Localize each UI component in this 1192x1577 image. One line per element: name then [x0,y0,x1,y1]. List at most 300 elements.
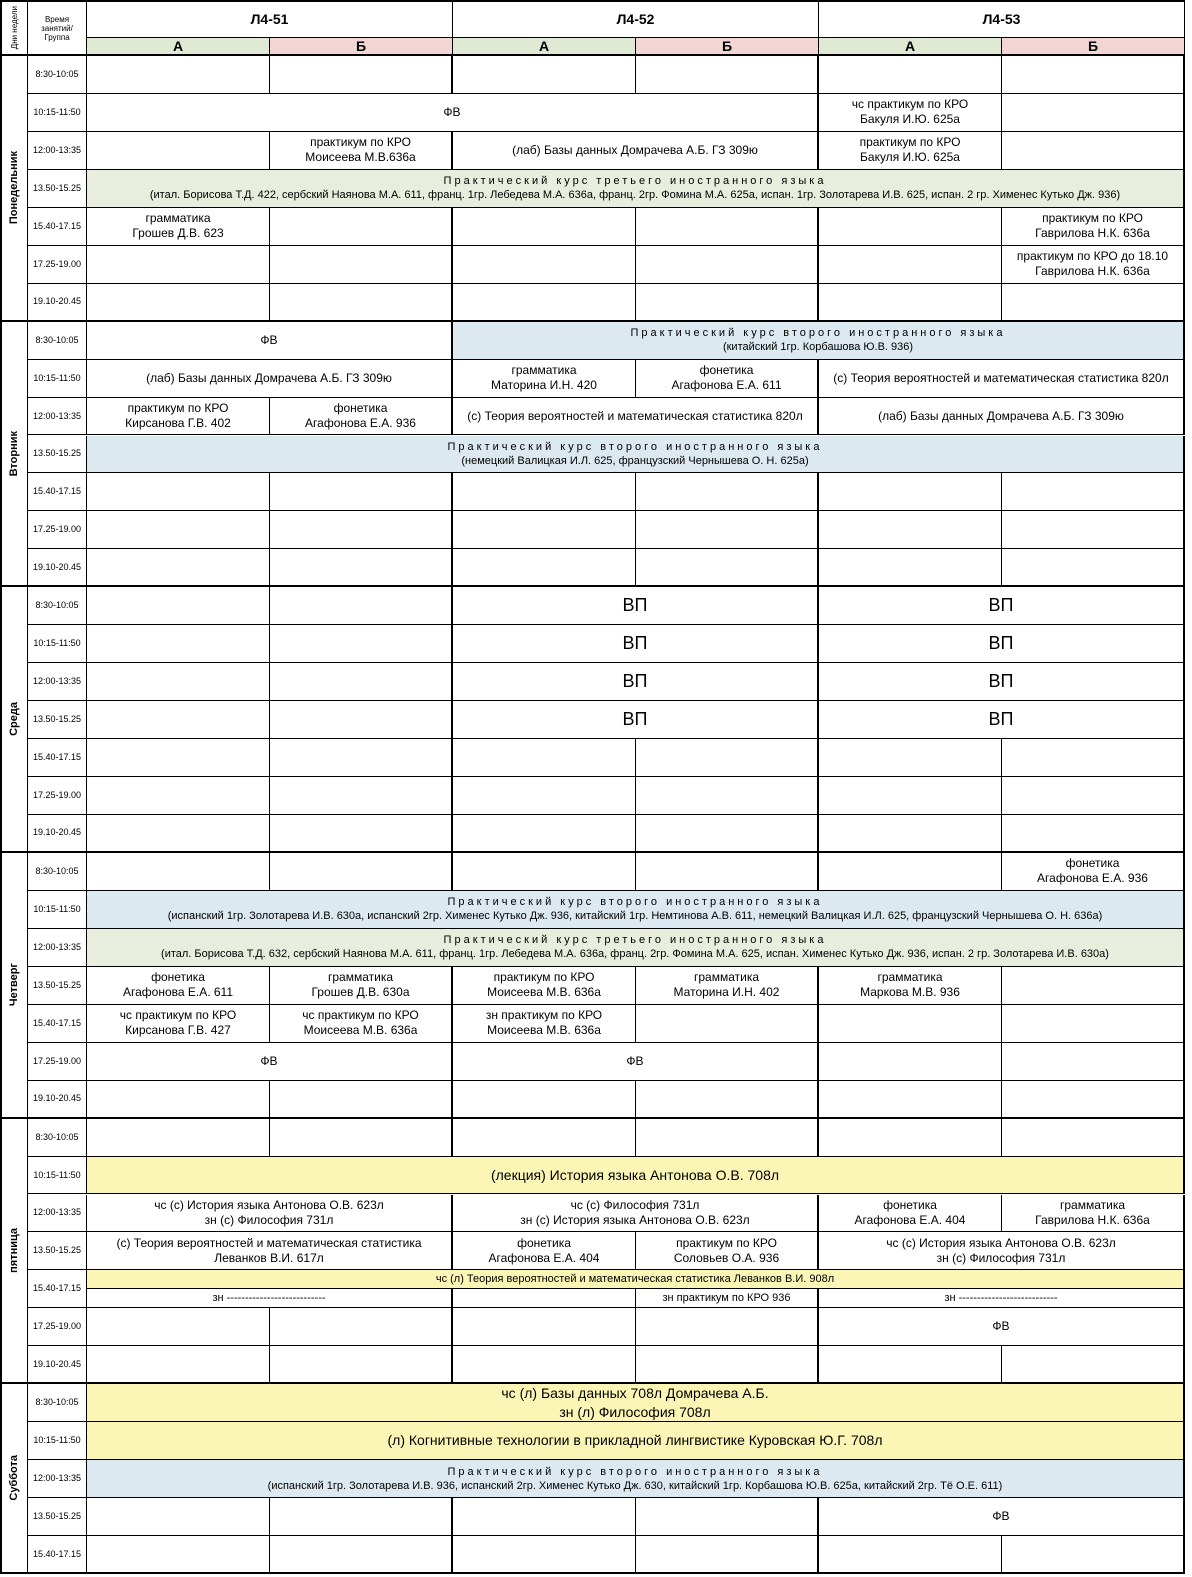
time-slot [28,967,87,1005]
class-entry-line: (с) Теория вероятностей и математическая статистика [116,1235,422,1250]
empty-slot [453,1119,636,1157]
class-entry [1002,208,1185,246]
empty-slot [819,1081,1002,1119]
subgroup-b-header [636,38,819,56]
class-entry-line: Практический курс третьего иностранного языка [443,175,827,188]
class-entry [819,587,1185,625]
empty-slot [819,56,1002,94]
class-entry-line: чс (с) Философия 731л [570,1197,700,1212]
class-entry [819,1308,1185,1346]
class-entry-line: грамматика [877,970,943,985]
time-slot-text: 15.40-17.15 [32,220,82,231]
empty-slot [636,1346,819,1384]
empty-slot [1002,284,1185,322]
subgroup-label: Б [1087,38,1099,54]
day-name: Понедельник [8,151,20,225]
empty-slot [1002,1119,1185,1157]
time-slot-text: 17.25-19.00 [32,790,82,801]
day-column-header-text: Дни недели [10,6,19,50]
empty-slot [87,1308,270,1346]
class-entry-line: (с) Теория вероятностей и математическая статистика 820л [467,408,803,423]
time-column-header-line: Группа [44,32,70,42]
class-entry [87,967,270,1005]
empty-slot [1002,967,1185,1005]
empty-slot [636,284,819,322]
empty-slot [87,777,270,815]
class-entry-line: ВП [622,671,648,692]
class-entry-line: Грошев Д.В. 623 [132,226,224,241]
empty-slot [270,701,453,739]
class-entry-line: чс (л) Базы данных 708л Домрачева А.Б. [501,1384,769,1401]
empty-slot [453,56,636,94]
class-entry [453,322,1185,360]
empty-slot [1002,777,1185,815]
time-slot [28,739,87,777]
time-slot [28,284,87,322]
empty-slot [636,1498,819,1536]
class-entry [819,1289,1185,1308]
empty-slot [819,739,1002,777]
empty-slot [636,777,819,815]
class-entry-line: Бакуля И.Ю. 625а [860,112,960,127]
time-slot [28,1308,87,1346]
class-entry [270,398,453,436]
empty-slot [453,284,636,322]
time-slot [28,663,87,701]
time-slot [28,1270,87,1308]
time-slot-text: 12:00-13:35 [32,410,82,421]
class-entry [819,132,1002,170]
day-label [0,1119,28,1385]
class-entry-line: (л) Когнитивные технологии в прикладной лингвистике Куровская Ю.Г. 708л [387,1432,883,1449]
time-slot [28,436,87,474]
empty-slot [1002,815,1185,853]
class-entry [453,360,636,398]
time-slot-text: 19.10-20.45 [32,296,82,307]
subgroup-b-header [270,38,453,56]
empty-slot [87,1346,270,1384]
class-entry-line: чс практикум по КРО [119,1008,237,1023]
class-entry-line: (с) Теория вероятностей и математическая статистика 820л [833,370,1169,385]
class-entry-line: практикум по КРО до 18.10 [1016,249,1169,264]
empty-slot [453,246,636,284]
class-entry [87,170,1185,208]
class-entry-line: Моисеева М.В.636а [305,150,416,165]
group-name: Л4-53 [982,11,1021,27]
empty-slot [819,549,1002,587]
time-slot-text: 8:30-10:05 [35,865,79,876]
class-entry [453,587,819,625]
class-entry-line: ВП [622,709,648,730]
time-slot-text: 10:15-11:50 [33,1435,81,1446]
class-entry [87,929,1185,967]
time-slot [28,1346,87,1384]
class-entry [453,1232,636,1270]
time-slot-text: 15.40-17.15 [32,1548,82,1559]
class-entry-line: фонетика [883,1197,937,1212]
class-entry [87,208,270,246]
time-slot [28,1384,87,1422]
class-entry [87,1195,453,1233]
empty-slot [87,284,270,322]
empty-slot [453,815,636,853]
class-entry-line: Соловьев О.А. 936 [673,1250,780,1265]
time-slot-text: 17.25-19.00 [32,258,82,269]
empty-slot [636,1308,819,1346]
empty-slot [270,1536,453,1574]
class-entry-line: ВП [988,709,1014,730]
time-slot [28,473,87,511]
class-entry-line: (итал. Борисова Т.Д. 632, сербский Наянова М.А. 611, франц. 1гр. Лебедева М.А. 636а, франц. 2гр. Фомина М.А. 625, испан. Хименес Кутько Дж. 936, испан. 2 гр. Золотарева И.В. 630а) [161,948,1109,961]
class-entry [819,1195,1002,1233]
empty-slot [270,1081,453,1119]
empty-slot [1002,132,1185,170]
class-entry [819,94,1002,132]
subgroup-a-header [453,38,636,56]
class-entry-line: (испанский 1гр. Золотарева И.В. 936, испанский 2гр. Хименес Кутько Дж. 630, китайский 1гр. Корбашова Ю.В. 625а, китайский 2гр. Тё О.Е. 611) [267,1479,1003,1492]
class-entry [87,398,270,436]
empty-slot [819,815,1002,853]
time-slot-text: 13.50-15.25 [32,1245,82,1256]
empty-slot [636,1119,819,1157]
empty-slot [636,511,819,549]
class-entry-line: грамматика [145,211,211,226]
empty-slot [636,56,819,94]
empty-slot [87,1536,270,1574]
day-label [0,322,28,588]
class-entry-line: практикум по КРО [859,135,961,150]
class-entry [1002,246,1185,284]
empty-slot [636,815,819,853]
time-slot-text: 17.25-19.00 [32,1321,82,1332]
empty-slot [87,739,270,777]
class-entry-line: чс практикум по КРО [851,97,969,112]
class-entry-line: (лекция) История языка Антонова О.В. 708л [490,1166,780,1183]
empty-slot [453,1498,636,1536]
class-entry [87,1460,1185,1498]
time-slot [28,587,87,625]
empty-slot [270,853,453,891]
class-entry [636,967,819,1005]
class-entry-line: (итал. Борисова Т.Д. 422, сербский Наянова М.А. 611, франц. 1гр. Лебедева М.А. 636а, франц. 2гр. Фомина М.А. 625а, испан. 1гр. Золотарева И.В. 625, испан. 2 гр. Хименес Кутько Дж. 936) [149,189,1121,202]
time-slot-text: 19.10-20.45 [32,1093,82,1104]
class-entry-line: ФВ [260,332,278,347]
subgroup-label: Б [355,38,367,54]
time-slot [28,929,87,967]
class-entry-line: практикум по КРО [310,135,411,150]
empty-slot [453,473,636,511]
empty-slot [87,511,270,549]
day-name: Вторник [8,430,20,477]
time-slot-text: 12:00-13:35 [32,676,82,687]
empty-slot [453,549,636,587]
class-entry [636,1232,819,1270]
class-entry-line: Кирсанова Г.В. 427 [125,1023,231,1038]
class-entry-line: Моисеева М.В. 636а [303,1023,418,1038]
class-entry-line: (лаб) Базы данных Домрачева А.Б. ГЗ 309ю [512,142,758,157]
class-entry-line: зн (с) История языка Антонова О.В. 623л [520,1212,750,1227]
class-entry-line: фонетика [151,970,205,985]
empty-slot [1002,1346,1185,1384]
class-entry-line: (немецкий Валицкая И.Л. 625, французский Чернышева О. Н. 625а) [461,454,809,467]
time-slot [28,815,87,853]
class-entry [819,360,1185,398]
empty-slot [87,1081,270,1119]
time-slot-text: 8:30-10:05 [35,68,79,79]
empty-slot [87,663,270,701]
time-slot-text: 10:15-11:50 [33,903,81,914]
class-entry-line: Маторина И.Н. 420 [491,378,597,393]
empty-slot [87,1498,270,1536]
class-entry-line: ФВ [443,104,461,119]
empty-slot [453,853,636,891]
empty-slot [1002,739,1185,777]
class-entry-line: Маркова М.В. 936 [860,985,960,1000]
class-entry-line: Грошев Д.В. 630а [311,985,410,1000]
time-slot-text: 19.10-20.45 [32,827,82,838]
class-entry-line: чс (с) История языка Антонова О.В. 623л [154,1197,384,1212]
class-entry-line: практикум по КРО [127,401,229,416]
empty-slot [636,549,819,587]
empty-slot [636,1081,819,1119]
class-entry-line: ФВ [260,1053,278,1068]
time-slot-text: 19.10-20.45 [32,561,82,572]
time-slot [28,891,87,929]
class-entry [87,322,453,360]
empty-slot [1002,473,1185,511]
time-slot [28,1232,87,1270]
time-slot [28,1119,87,1157]
class-entry [87,360,453,398]
class-entry-line: Агафонова Е.А. 936 [1037,871,1148,886]
class-entry [453,663,819,701]
class-entry-line: фонетика [333,401,388,416]
class-entry-line: Агафонова Е.А. 404 [488,1250,600,1265]
class-entry-line: чс практикум по КРО [302,1008,419,1023]
class-entry-line: Бакуля И.Ю. 625а [860,150,960,165]
time-slot [28,170,87,208]
class-entry-line: ФВ [992,1319,1010,1334]
empty-slot [1002,511,1185,549]
empty-slot [1002,1536,1185,1574]
class-entry [819,625,1185,663]
time-slot-text: 13.50-15.25 [32,448,82,459]
time-slot-text: 8:30-10:05 [35,334,79,345]
empty-slot [270,549,453,587]
class-entry-line: Практический курс второго иностранного языка [447,896,823,909]
empty-slot [453,1346,636,1384]
time-slot-text: 15.40-17.15 [32,1017,82,1028]
empty-slot [1002,94,1185,132]
empty-slot [819,511,1002,549]
group-name: Л4-51 [250,11,289,27]
empty-slot [819,473,1002,511]
class-entry [453,132,819,170]
class-entry-line: грамматика [511,363,577,378]
class-entry-line: ВП [988,633,1014,654]
empty-slot [636,739,819,777]
class-entry [270,1005,453,1043]
time-slot [28,208,87,246]
time-slot-text: 17.25-19.00 [32,1055,82,1066]
class-entry-line: ВП [988,595,1014,616]
time-slot-text: 12:00-13:35 [32,144,82,155]
empty-slot [819,1536,1002,1574]
empty-slot [453,208,636,246]
subgroup-b-header [1002,38,1185,56]
time-slot [28,625,87,663]
group-name: Л4-52 [616,11,655,27]
empty-slot [453,739,636,777]
day-column-header [0,0,28,56]
subgroup-label: А [172,38,184,54]
class-entry-line: грамматика [1059,1197,1126,1212]
day-name: Суббота [8,1455,20,1501]
class-entry-line: зн практикум по КРО [485,1008,603,1023]
class-entry [453,1005,636,1043]
class-entry [636,1289,819,1308]
empty-slot [1002,549,1185,587]
class-entry-line: Моисеева М.В. 636а [487,1023,601,1038]
time-slot-text: 12:00-13:35 [32,941,82,952]
time-slot [28,1195,87,1233]
time-slot [28,398,87,436]
time-column-header [28,0,87,56]
empty-slot [636,208,819,246]
class-entry-line: Моисеева М.В. 636а [487,985,601,1000]
class-entry [87,1043,453,1081]
class-entry-line: грамматика [693,970,760,985]
class-entry [453,625,819,663]
time-slot [28,1422,87,1460]
empty-slot [270,473,453,511]
subgroup-label: А [904,38,916,54]
empty-slot [819,853,1002,891]
time-slot-text: 10:15-11:50 [33,1169,81,1180]
empty-slot [636,473,819,511]
time-slot [28,246,87,284]
empty-slot [270,208,453,246]
class-entry [819,701,1185,739]
time-column-header-line: Время [44,14,70,24]
empty-slot [636,853,819,891]
class-entry [270,967,453,1005]
empty-slot [270,625,453,663]
class-entry [87,1157,1185,1195]
class-entry-line: (лаб) Базы данных Домрачева А.Б. ГЗ 309ю [878,408,1124,423]
empty-slot [270,1498,453,1536]
class-entry-line: Кирсанова Г.В. 402 [125,416,231,431]
class-entry-line: зн (с) Философия 731л [204,1212,334,1227]
empty-slot [270,1308,453,1346]
class-entry-line: Леванков В.И. 617л [214,1250,324,1265]
empty-slot [270,587,453,625]
class-entry-line: ФВ [992,1509,1010,1524]
time-slot [28,549,87,587]
time-slot [28,701,87,739]
day-label [0,853,28,1119]
empty-slot [819,1005,1002,1043]
empty-slot [1002,1043,1185,1081]
class-entry [819,1232,1185,1270]
class-entry [819,663,1185,701]
class-entry-line: Практический курс второго иностранного языка [630,327,1006,340]
empty-slot [87,701,270,739]
class-entry [453,398,819,436]
time-slot-text: 15.40-17.15 [32,1283,82,1294]
class-entry-line: чс (с) История языка Антонова О.В. 623л [886,1235,1116,1250]
group-header [87,0,453,38]
class-entry [87,1005,270,1043]
time-slot-text: 13.50-15.25 [32,979,82,990]
class-entry-line: зн (с) Философия 731л [936,1250,1066,1265]
empty-slot [270,284,453,322]
empty-slot [819,1119,1002,1157]
class-entry [453,1195,819,1233]
time-slot [28,777,87,815]
subgroup-a-header [87,38,270,56]
time-slot-text: 13.50-15.25 [32,714,82,725]
class-entry [453,701,819,739]
subgroup-label: А [538,38,550,54]
time-slot-text: 8:30-10:05 [35,1397,79,1408]
empty-slot [453,777,636,815]
time-slot-text: 12:00-13:35 [32,1473,82,1484]
class-entry-line: фонетика [517,1235,571,1250]
day-name: пятница [8,1227,20,1273]
class-entry-line: зн --------------------------- [212,1292,326,1305]
time-slot-text: 19.10-20.45 [32,1358,82,1369]
class-entry-line: ВП [622,633,648,654]
empty-slot [1002,1081,1185,1119]
time-slot [28,1157,87,1195]
empty-slot [87,473,270,511]
subgroup-a-header [819,38,1002,56]
class-entry [819,398,1185,436]
class-entry-line: Агафонова Е.А. 936 [305,416,416,431]
day-name: Среда [8,702,20,737]
empty-slot [87,246,270,284]
class-entry [453,1043,819,1081]
time-slot-text: 17.25-19.00 [32,524,82,535]
time-slot-text: 8:30-10:05 [35,600,79,611]
group-header [453,0,819,38]
day-name: Четверг [8,963,20,1007]
empty-slot [819,246,1002,284]
class-entry-line: ФВ [626,1053,644,1068]
time-slot [28,853,87,891]
class-entry-line: чс (л) Теория вероятностей и математическая статистика Леванков В.И. 908л [435,1273,835,1286]
empty-slot [636,246,819,284]
day-label [0,1384,28,1574]
class-entry-line: Агафонова Е.А. 611 [671,378,782,393]
time-slot-text: 12:00-13:35 [32,1207,82,1218]
time-slot [28,132,87,170]
class-entry-line: Гаврилова Н.К. 636а [1035,226,1150,241]
empty-slot [636,1005,819,1043]
empty-slot [87,853,270,891]
subgroup-label: Б [721,38,733,54]
class-entry [87,436,1185,474]
empty-slot [270,511,453,549]
empty-slot [819,1043,1002,1081]
day-label [0,587,28,853]
time-slot [28,322,87,360]
empty-slot [453,511,636,549]
time-slot [28,1005,87,1043]
class-entry-line: Маторина И.Н. 402 [673,985,780,1000]
class-entry [87,891,1185,929]
